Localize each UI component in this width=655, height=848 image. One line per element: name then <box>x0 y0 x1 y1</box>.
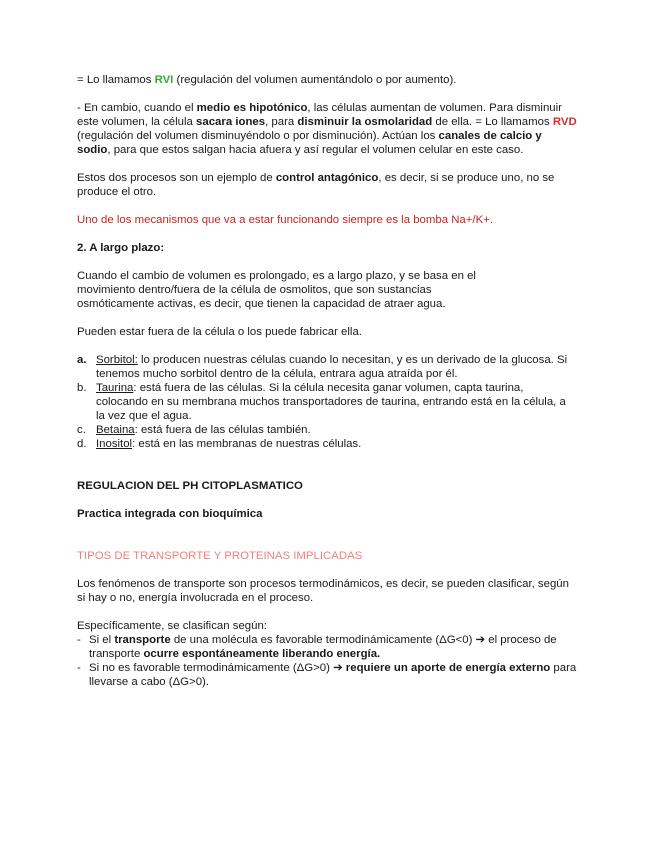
list-item <box>77 423 577 437</box>
list-item <box>77 661 577 689</box>
bold-term: medio es hipotónico <box>196 102 308 114</box>
list-term: Taurina <box>96 382 134 394</box>
text: (regulación del volumen aumentándolo o por aumento). <box>173 74 457 86</box>
list-item <box>77 633 577 661</box>
classification-list <box>77 633 577 689</box>
list-text: : está en las membranas de nuestras células. <box>132 438 362 450</box>
dash-marker: - <box>77 662 81 674</box>
list-text: lo producen nuestras células cuando lo necesitan, y es un derivado de la glucosa. Si tenemos mucho sorbitol dentro de la célula, entrara agua atraída por él. <box>96 354 568 380</box>
text: , para <box>265 116 298 128</box>
document-page <box>77 73 577 689</box>
text: - En cambio, cuando el <box>77 102 197 114</box>
paragraph-antagonic <box>77 171 577 199</box>
osmolyte-list <box>77 353 577 451</box>
rvi-term: RVI <box>154 74 174 86</box>
paragraph-pump: Uno de los mecanismos que va a estar funcionando siempre es la bomba Na+/K+. <box>77 214 493 226</box>
section-heading-long-term: 2. A largo plazo: <box>77 242 165 254</box>
text: (regulación del volumen disminuyéndolo o por disminución). Actúan los <box>77 130 439 142</box>
bold-term: disminuir la osmolaridad <box>297 116 433 128</box>
rvd-term: RVD <box>552 116 577 128</box>
bold-term: transporte <box>114 634 171 646</box>
text: Si no es favorable termodinámicamente (ΔG>0) ➔ <box>89 662 346 674</box>
bold-term: control antagónico <box>275 172 379 184</box>
list-item <box>77 437 577 451</box>
paragraph-rvi <box>77 73 577 87</box>
list-marker: b. <box>77 382 87 394</box>
bold-term: ocurre espontáneamente liberando energía. <box>143 648 381 660</box>
text: , es decir, si se produce uno, no se produce el otro. <box>77 172 555 198</box>
text: Estos dos procesos son un ejemplo de <box>77 172 276 184</box>
text: de una molécula es favorable termodinámicamente (ΔG<0) ➔ el proceso de transporte <box>89 634 557 660</box>
text: Si el <box>89 634 115 646</box>
list-term: Betaina <box>96 424 135 436</box>
list-item <box>77 381 577 423</box>
dash-marker: - <box>77 634 81 646</box>
paragraph-hypotonic <box>77 101 577 157</box>
bold-term: canales de calcio y sodio <box>77 130 542 156</box>
list-marker: a. <box>77 354 87 366</box>
text: , para que estos salgan hacia afuera y así regular el volumen celular en este caso. <box>107 144 524 156</box>
bold-term: requiere un aporte de energía externo <box>345 662 551 674</box>
list-text: : está fuera de las células también. <box>134 424 311 436</box>
paragraph-origin: Pueden estar fuera de la célula o los puede fabricar ella. <box>77 326 362 338</box>
text: para llevarse a cabo (ΔG>0). <box>89 662 577 688</box>
text: , las células aumentan de volumen. Para disminuir este volumen, la célula <box>77 102 562 128</box>
text: de ella. = Lo llamamos <box>432 116 553 128</box>
list-text: : está fuera de las células. Si la célula necesita ganar volumen, capta taurina, colocando en su membrana muchos transportadores de taurina, entrando está en la célula, a la vez que el agua. <box>96 382 566 422</box>
paragraph-osmolytes: Cuando el cambio de volumen es prolongado, es a largo plazo, y se basa en el movimiento dentro/fuera de la célula de osmolitos, que son sustancias osmóticamente activas, es decir, que tienen la capacidad de atraer agua. <box>77 270 476 310</box>
bold-term: sacara iones <box>196 116 266 128</box>
paragraph-classification: Específicamente, se clasifican según: <box>77 620 267 632</box>
list-marker: c. <box>77 424 86 436</box>
paragraph-transport: Los fenómenos de transporte son procesos termodinámicos, es decir, se pueden clasificar, según si hay o no, energía involucrada en el proceso. <box>77 578 569 604</box>
section-heading-transport: TIPOS DE TRANSPORTE Y PROTEINAS IMPLICADAS <box>77 550 363 562</box>
subheading-practice: Practica integrada con bioquímica <box>77 508 263 520</box>
list-term: Sorbitol: <box>96 354 138 366</box>
list-item <box>77 353 577 381</box>
list-term: Inositol <box>96 438 133 450</box>
section-heading-ph: REGULACION DEL PH CITOPLASMATICO <box>77 480 303 492</box>
list-marker: d. <box>77 438 87 450</box>
text: = Lo llamamos <box>77 74 155 86</box>
